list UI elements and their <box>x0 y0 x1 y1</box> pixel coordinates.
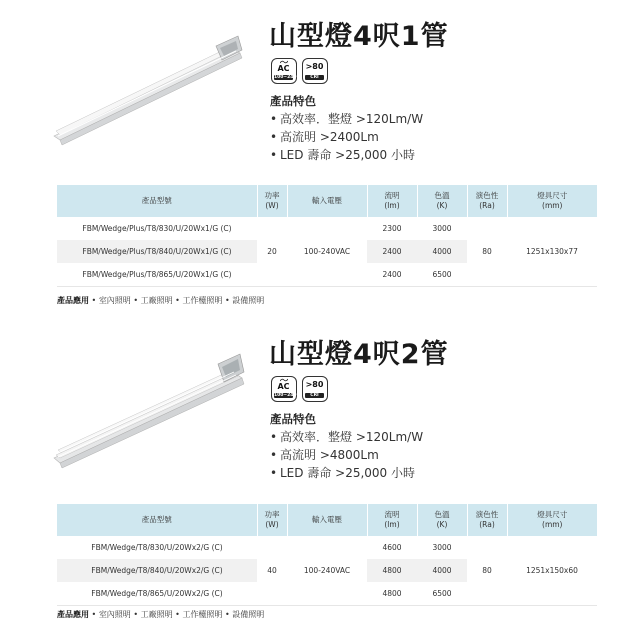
cri-badge <box>302 58 328 84</box>
header-cct: 色溫 (K) <box>417 185 467 217</box>
model-cell: FBM/Wedge/Plus/T8/830/U/20Wx1/G (C) <box>57 217 257 240</box>
ac-badge-subtext: 100~240 <box>274 393 297 398</box>
header-power: 功率 (W) <box>257 185 287 217</box>
model-cell: FBM/Wedge/T8/830/U/20Wx2/G (C) <box>57 536 257 559</box>
cct-cell: 6500 <box>417 263 467 286</box>
ac-badge-subtext: 100~240 <box>274 75 297 80</box>
header-size: 燈具尺寸 (mm) <box>507 185 597 217</box>
application-item: 設備照明 <box>232 296 265 305</box>
application-item: 室內照明 <box>98 610 131 619</box>
voltage-cell: 100-240VAC <box>287 217 367 286</box>
fixture-image-double-tube <box>46 346 256 476</box>
power-cell: 20 <box>257 217 287 286</box>
header-power: 功率 (W) <box>257 504 287 536</box>
model-cell: FBM/Wedge/Plus/T8/840/U/20Wx1/G (C) <box>57 240 257 263</box>
header-lumen: 流明 (lm) <box>367 504 417 536</box>
header-cri: 演色性 (Ra) <box>467 185 507 217</box>
cct-cell: 3000 <box>417 536 467 559</box>
model-cell: FBM/Wedge/T8/840/U/20Wx2/G (C) <box>57 559 257 582</box>
spec-table <box>57 185 597 287</box>
lumen-cell: 2400 <box>367 263 417 286</box>
table-row <box>57 536 597 559</box>
lumen-cell: 2300 <box>367 217 417 240</box>
cri-cell: 80 <box>467 217 507 286</box>
ac-badge-text: AC <box>277 64 290 73</box>
spec-table <box>57 504 597 606</box>
header-size: 燈具尺寸 (mm) <box>507 504 597 536</box>
header-model: 產品型號 <box>57 504 257 536</box>
application-item: 工作檯照明 <box>182 296 223 305</box>
lumen-cell: 2400 <box>367 240 417 263</box>
fixture-image-single-tube <box>46 28 256 158</box>
cri-badge-text: >80 <box>305 62 324 71</box>
table-row <box>57 217 597 240</box>
ac-voltage-badge <box>271 58 297 84</box>
voltage-cell: 100-240VAC <box>287 536 367 605</box>
cct-cell: 4000 <box>417 240 467 263</box>
features-heading: 產品特色 <box>270 412 316 426</box>
header-voltage: 輸入電壓 <box>287 504 367 536</box>
application-item: 工廠照明 <box>140 610 173 619</box>
product-title: 山型燈4呎1管 <box>269 21 449 52</box>
header-cri: 演色性 (Ra) <box>467 504 507 536</box>
feature-item: • 高效率．整燈 >120Lm/W <box>270 112 424 126</box>
header-voltage: 輸入電壓 <box>287 185 367 217</box>
cri-cell: 80 <box>467 536 507 605</box>
features-heading: 產品特色 <box>270 94 316 108</box>
cri-badge <box>302 376 328 402</box>
feature-item: • 高流明 >2400Lm <box>270 130 379 144</box>
cri-badge-text: >80 <box>305 380 324 389</box>
cct-cell: 3000 <box>417 217 467 240</box>
feature-item: • 高流明 >4800Lm <box>270 448 379 462</box>
model-cell: FBM/Wedge/Plus/T8/865/U/20Wx1/G (C) <box>57 263 257 286</box>
header-lumen: 流明 (lm) <box>367 185 417 217</box>
cct-cell: 4000 <box>417 559 467 582</box>
application-item: 工廠照明 <box>140 296 173 305</box>
ac-voltage-badge <box>271 376 297 402</box>
lumen-cell: 4600 <box>367 536 417 559</box>
feature-item: • LED 壽命 >25,000 小時 <box>270 466 415 480</box>
lumen-cell: 4800 <box>367 582 417 605</box>
applications-line: 產品應用 • 室內照明 • 工廠照明 • 工作檯照明 • 設備照明 <box>57 610 265 619</box>
applications-line: 產品應用 • 室內照明 • 工廠照明 • 工作檯照明 • 設備照明 <box>57 296 265 305</box>
product-title: 山型燈4呎2管 <box>269 339 449 370</box>
cct-cell: 6500 <box>417 582 467 605</box>
header-model: 產品型號 <box>57 185 257 217</box>
features-list <box>270 428 423 482</box>
header-cct: 色溫 (K) <box>417 504 467 536</box>
applications-label: 產品應用 <box>57 296 89 305</box>
lumen-cell: 4800 <box>367 559 417 582</box>
power-cell: 40 <box>257 536 287 605</box>
cri-badge-subtext: CRI <box>305 75 324 80</box>
model-cell: FBM/Wedge/T8/865/U/20Wx2/G (C) <box>57 582 257 605</box>
application-item: 設備照明 <box>232 610 265 619</box>
feature-item: • 高效率．整燈 >120Lm/W <box>270 430 424 444</box>
application-item: 室內照明 <box>98 296 131 305</box>
ac-badge-text: AC <box>277 382 290 391</box>
applications-label: 產品應用 <box>57 610 89 619</box>
cri-badge-subtext: CRI <box>305 393 324 398</box>
application-item: 工作檯照明 <box>182 610 223 619</box>
feature-item: • LED 壽命 >25,000 小時 <box>270 148 415 162</box>
size-cell: 1251x130x77 <box>507 217 597 286</box>
features-list <box>270 110 423 164</box>
size-cell: 1251x150x60 <box>507 536 597 605</box>
